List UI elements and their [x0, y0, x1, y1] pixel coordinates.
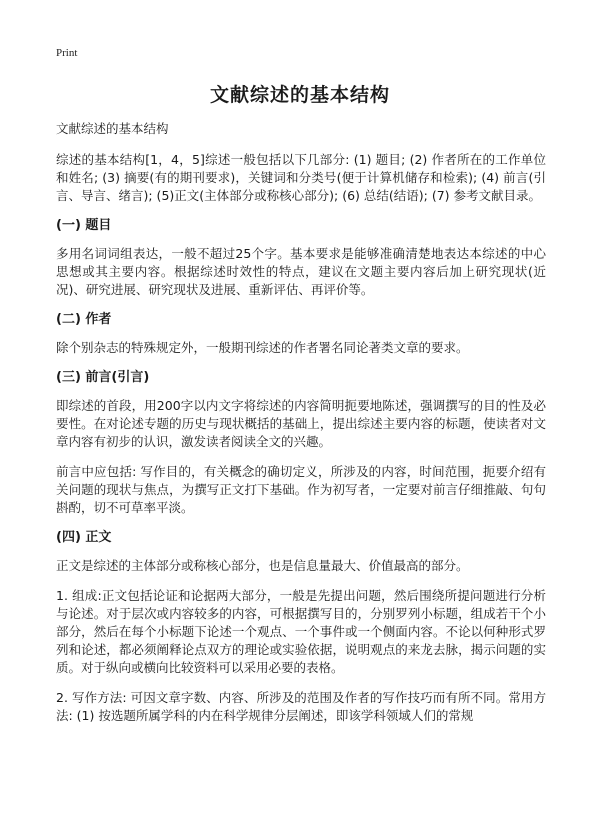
section-paragraph: 正文是综述的主体部分或称核心部分，也是信息量最大、价值最高的部分。 — [56, 558, 469, 573]
section-heading-author: (二) 作者 — [56, 312, 112, 327]
document-subtitle: 文献综述的基本结构 — [56, 121, 169, 136]
intro-paragraph: 综述的基本结构[1，4，5]综述一般包括以下几部分: (1) 题目; (2) 作者所在的工作单位和姓名; (3) 摘要(有的期刊要求)，关键词和分类号(便于计算机储存和检索); (4) 前言(引言、导言、绪言); (5)正文(主体部分或称核心部分); (6) 总结(结语); (7) 参考文献目录。 — [56, 152, 546, 203]
section-heading-title: (一) 题目 — [56, 218, 112, 233]
print-label: Print — [56, 47, 78, 59]
section-paragraph: 1. 组成:正文包括论证和论据两大部分，一般是先提出问题，然后围绕所提问题进行分析与论述。对于层次或内容较多的内容，可根据撰写目的，分别罗列小标题，组成若干个小部分，然后在每个小标题下论述一个观点、一个事件或一个侧面内容。不论以何种形式罗列和论述，都必须阐释论点双方的理论或实验依据，说明观点的来龙去脉，揭示问题的实质。对于纵向或横向比较资料可以采用必要的表格。 — [56, 588, 546, 675]
section-paragraph: 2. 写作方法: 可因文章字数、内容、所涉及的范围及作者的写作技巧而有所不同。常用方法: (1) 按选题所属学科的内在科学规律分层阐述，即该学科领域人们的常规 — [56, 690, 546, 723]
section-heading-body: (四) 正文 — [56, 530, 112, 545]
section-paragraph: 即综述的首段，用200字以内文字将综述的内容简明扼要地陈述，强调撰写的目的性及必要性。在对论述专题的历史与现状概括的基础上，提出综述主要内容的标题，使读者对文章内容有初步的认识，激发读者阅读全文的兴趣。 — [56, 398, 546, 449]
section-heading-preface: (三) 前言(引言) — [56, 370, 150, 385]
section-paragraph: 除个别杂志的特殊规定外，一般期刊综述的作者署名同论著类文章的要求。 — [56, 340, 469, 355]
section-paragraph: 前言中应包括: 写作目的，有关概念的确切定义，所涉及的内容，时间范围，扼要介绍有关问题的现状与焦点，为撰写正文打下基础。作为初写者，一定要对前言仔细推敲、句句斟酌，切不可草率平淡。 — [56, 464, 546, 515]
document-body — [56, 120, 546, 737]
section-paragraph: 多用名词词组表达，一般不超过25个字。基本要求是能够准确清楚地表达本综述的中心思想或其主要内容。根据综述时效性的特点，建议在文题主要内容后加上研究现状(近况)、研究进展、研究现状及进展、重新评估、再评价等。 — [56, 246, 546, 297]
document-title: 文献综述的基本结构 — [209, 84, 390, 106]
